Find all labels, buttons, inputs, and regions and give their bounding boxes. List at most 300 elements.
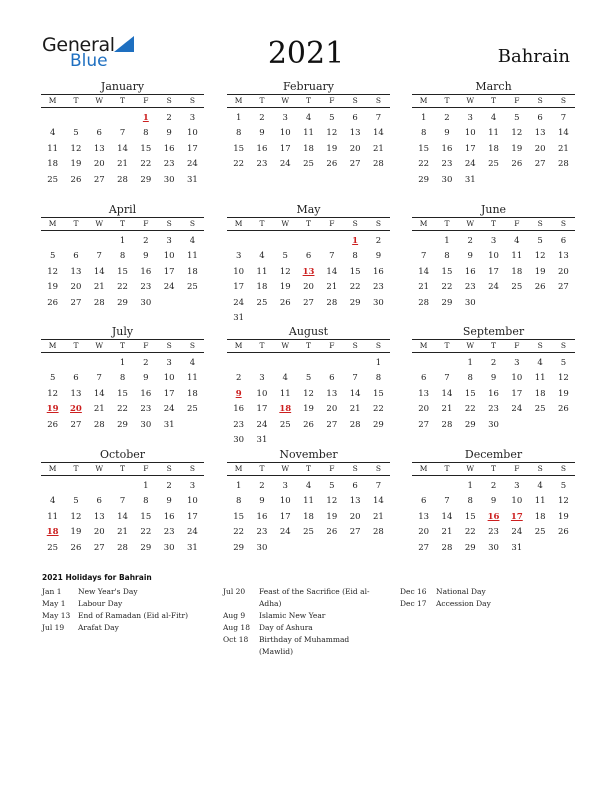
day-cell: 29 xyxy=(117,419,128,430)
month-grid xyxy=(227,462,390,556)
weekday-header: M xyxy=(227,218,250,231)
day-cell: 28 xyxy=(93,297,105,308)
day-cell: 15 xyxy=(233,511,245,522)
day-cell: 3 xyxy=(235,251,242,261)
day-cell: 3 xyxy=(189,112,196,123)
empty-day xyxy=(435,479,458,495)
day-cell: 7 xyxy=(444,496,450,506)
weekday-header: M xyxy=(227,463,250,476)
day-cell: 27 xyxy=(418,542,430,553)
weekday-header: W xyxy=(274,95,297,108)
weekday-header: F xyxy=(134,218,157,231)
weekday-header: S xyxy=(343,95,366,108)
day-cell: 23 xyxy=(140,282,152,292)
day-cell: 24 xyxy=(464,159,476,169)
day-cell: 1 xyxy=(119,235,126,246)
weekday-header: S xyxy=(528,218,551,231)
weekday-header: T xyxy=(297,218,320,231)
weekday-header: S xyxy=(157,340,180,353)
month-name: January xyxy=(100,80,145,93)
empty-day xyxy=(64,479,87,495)
holiday-date: Dec 16 xyxy=(400,587,427,596)
day-cell: 10 xyxy=(464,128,476,138)
day-cell: 18 xyxy=(534,388,546,399)
weekday-header: T xyxy=(482,95,505,108)
holiday-day: 18 xyxy=(279,404,292,414)
day-cell: 12 xyxy=(47,266,59,277)
day-cell: 10 xyxy=(233,266,245,277)
month-grid xyxy=(412,462,575,556)
day-cell: 26 xyxy=(47,419,59,430)
day-cell: 8 xyxy=(375,373,382,383)
empty-day xyxy=(412,234,435,250)
weekday-header: F xyxy=(505,218,528,231)
day-cell: 24 xyxy=(187,159,198,169)
day-cell: 13 xyxy=(418,388,430,399)
holiday-item xyxy=(42,586,212,598)
day-cell: 31 xyxy=(511,542,523,553)
holiday-day: 1 xyxy=(142,112,149,123)
holiday-day: 13 xyxy=(302,266,315,277)
holiday-day: 19 xyxy=(46,404,59,414)
day-cell: 18 xyxy=(47,159,59,169)
empty-day xyxy=(41,111,64,127)
weekday-header: T xyxy=(297,340,320,353)
day-cell: 17 xyxy=(233,282,245,292)
day-cell: 25 xyxy=(303,159,314,169)
day-cell: 9 xyxy=(259,496,265,506)
day-cell: 15 xyxy=(233,143,245,154)
day-cell: 31 xyxy=(163,419,175,430)
day-cell: 7 xyxy=(96,373,102,383)
holiday-name: Islamic New Year xyxy=(259,611,326,620)
weekday-header: S xyxy=(343,340,366,353)
day-cell: 21 xyxy=(558,143,569,154)
holiday-column xyxy=(223,586,383,658)
day-cell: 5 xyxy=(305,373,312,383)
day-cell: 12 xyxy=(558,496,569,506)
day-cell: 10 xyxy=(488,251,499,261)
month-grid xyxy=(227,94,390,173)
day-cell: 7 xyxy=(329,251,335,261)
day-cell: 2 xyxy=(490,357,497,368)
day-cell: 7 xyxy=(119,128,126,138)
day-cell: 22 xyxy=(418,159,430,169)
holiday-item xyxy=(223,610,383,622)
day-cell: 1 xyxy=(444,235,450,246)
day-cell: 5 xyxy=(537,235,543,246)
day-cell: 7 xyxy=(119,496,126,506)
month-grid xyxy=(227,339,390,449)
day-cell: 9 xyxy=(259,128,265,138)
weekday-header: W xyxy=(88,218,111,231)
holiday-day: 20 xyxy=(70,404,82,414)
day-cell: 22 xyxy=(464,404,476,414)
weekday-header: W xyxy=(88,95,111,108)
day-cell: 11 xyxy=(47,511,59,522)
weekday-header: T xyxy=(297,95,320,108)
weekday-header: T xyxy=(64,463,87,476)
month-february xyxy=(227,79,390,173)
weekday-header: T xyxy=(111,463,134,476)
weekday-header: T xyxy=(435,218,458,231)
day-cell: 10 xyxy=(511,373,523,383)
day-cell: 28 xyxy=(349,419,361,430)
holiday-name: Labour Day xyxy=(78,599,123,608)
day-cell: 11 xyxy=(279,388,291,399)
weekday-header: T xyxy=(250,95,273,108)
day-cell: 26 xyxy=(326,527,338,537)
day-cell: 26 xyxy=(558,527,569,537)
weekday-header: M xyxy=(41,218,64,231)
empty-day xyxy=(64,356,87,372)
day-cell: 25 xyxy=(303,527,314,537)
day-cell: 7 xyxy=(352,373,358,383)
day-cell: 22 xyxy=(464,527,476,537)
month-january xyxy=(41,79,204,188)
weekday-header: S xyxy=(157,95,180,108)
empty-day xyxy=(320,356,343,372)
day-cell: 30 xyxy=(464,297,476,308)
day-cell: 26 xyxy=(47,297,59,308)
day-cell: 14 xyxy=(326,266,338,277)
day-cell: 4 xyxy=(305,480,312,491)
day-cell: 6 xyxy=(420,373,427,383)
empty-day xyxy=(227,356,250,372)
weekday-header: F xyxy=(505,95,528,108)
day-cell: 8 xyxy=(235,128,242,138)
weekday-header: F xyxy=(134,463,157,476)
day-cell: 18 xyxy=(488,143,499,154)
holiday-name: National Day xyxy=(436,587,486,596)
day-cell: 8 xyxy=(420,128,427,138)
day-cell: 9 xyxy=(490,496,497,506)
day-cell: 29 xyxy=(140,174,152,185)
month-april xyxy=(41,202,204,311)
day-cell: 12 xyxy=(326,128,338,138)
day-cell: 9 xyxy=(490,373,497,383)
day-cell: 22 xyxy=(117,404,128,414)
day-cell: 6 xyxy=(329,373,335,383)
weekday-header: T xyxy=(111,218,134,231)
weekday-header: T xyxy=(64,218,87,231)
holiday-column xyxy=(400,586,570,610)
day-cell: 14 xyxy=(349,388,361,399)
holiday-item xyxy=(223,622,383,634)
day-cell: 11 xyxy=(488,128,499,138)
day-cell: 28 xyxy=(326,297,338,308)
day-cell: 25 xyxy=(511,282,523,292)
day-cell: 11 xyxy=(187,373,198,383)
day-cell: 8 xyxy=(444,251,450,261)
day-cell: 25 xyxy=(488,159,499,169)
weekday-header: T xyxy=(435,95,458,108)
day-cell: 3 xyxy=(514,480,520,491)
day-cell: 2 xyxy=(467,235,473,246)
day-cell: 10 xyxy=(187,128,198,138)
day-cell: 30 xyxy=(233,435,245,445)
day-cell: 14 xyxy=(93,388,105,399)
day-cell: 22 xyxy=(441,282,453,292)
day-cell: 3 xyxy=(514,357,520,368)
weekday-header: F xyxy=(320,463,343,476)
day-cell: 10 xyxy=(163,373,175,383)
day-cell: 25 xyxy=(187,282,198,292)
day-cell: 29 xyxy=(464,542,476,553)
day-cell: 14 xyxy=(93,266,105,277)
calendar-year: 2021 xyxy=(267,36,345,71)
day-cell: 10 xyxy=(256,388,268,399)
empty-day xyxy=(41,234,64,250)
day-cell: 24 xyxy=(163,282,175,292)
day-cell: 9 xyxy=(166,128,172,138)
day-cell: 16 xyxy=(464,266,476,277)
weekday-header: S xyxy=(367,463,390,476)
day-cell: 4 xyxy=(259,251,265,261)
day-cell: 31 xyxy=(187,542,198,553)
day-cell: 4 xyxy=(49,128,56,138)
empty-day xyxy=(88,111,111,127)
day-cell: 23 xyxy=(256,159,268,169)
day-cell: 5 xyxy=(73,496,79,506)
day-cell: 3 xyxy=(490,235,497,246)
day-cell: 6 xyxy=(537,112,543,123)
day-cell: 16 xyxy=(163,511,175,522)
day-cell: 24 xyxy=(511,527,523,537)
holiday-date: May 13 xyxy=(42,611,71,620)
day-cell: 20 xyxy=(70,282,82,292)
weekday-header: S xyxy=(343,463,366,476)
day-cell: 28 xyxy=(373,159,384,169)
day-cell: 23 xyxy=(464,282,476,292)
day-cell: 16 xyxy=(373,266,384,277)
day-cell: 24 xyxy=(279,159,291,169)
day-cell: 27 xyxy=(70,297,82,308)
weekday-header: M xyxy=(412,218,435,231)
day-cell: 2 xyxy=(444,112,450,123)
day-cell: 3 xyxy=(259,373,265,383)
month-name: December xyxy=(464,448,523,461)
day-cell: 25 xyxy=(279,419,291,430)
month-october xyxy=(41,447,204,556)
day-cell: 9 xyxy=(166,496,172,506)
day-cell: 19 xyxy=(326,511,338,522)
empty-day xyxy=(88,479,111,495)
weekday-header: T xyxy=(250,463,273,476)
weekday-header: S xyxy=(157,218,180,231)
day-cell: 14 xyxy=(558,128,569,138)
weekday-header: S xyxy=(367,95,390,108)
holiday-name: Accession Day xyxy=(436,599,491,608)
empty-day xyxy=(297,234,320,250)
day-cell: 2 xyxy=(143,235,149,246)
day-cell: 20 xyxy=(534,143,546,154)
day-cell: 13 xyxy=(534,128,546,138)
day-cell: 25 xyxy=(534,404,546,414)
day-cell: 5 xyxy=(560,357,567,368)
month-may xyxy=(227,202,390,327)
day-cell: 27 xyxy=(349,159,361,169)
day-cell: 30 xyxy=(140,419,152,430)
holiday-item xyxy=(42,610,212,622)
day-cell: 12 xyxy=(558,373,569,383)
holiday-day: 9 xyxy=(235,388,242,399)
day-cell: 29 xyxy=(418,174,430,185)
weekday-header: M xyxy=(41,340,64,353)
day-cell: 7 xyxy=(560,112,567,123)
holiday-date: Aug 18 xyxy=(223,623,250,632)
day-cell: 17 xyxy=(279,511,291,522)
empty-day xyxy=(412,479,435,495)
day-cell: 16 xyxy=(256,143,268,154)
empty-day xyxy=(88,356,111,372)
empty-day xyxy=(88,234,111,250)
empty-day xyxy=(41,356,64,372)
day-cell: 22 xyxy=(117,282,128,292)
day-cell: 5 xyxy=(49,251,56,261)
weekday-header: W xyxy=(274,218,297,231)
day-cell: 19 xyxy=(70,159,82,169)
day-cell: 6 xyxy=(73,251,79,261)
weekday-header: T xyxy=(482,463,505,476)
day-cell: 15 xyxy=(140,511,152,522)
weekday-header: T xyxy=(250,218,273,231)
weekday-header: T xyxy=(64,340,87,353)
day-cell: 30 xyxy=(140,297,152,308)
day-cell: 2 xyxy=(235,373,242,383)
day-cell: 21 xyxy=(349,404,361,414)
weekday-header: W xyxy=(274,340,297,353)
weekday-header: S xyxy=(552,218,575,231)
day-cell: 8 xyxy=(467,373,473,383)
day-cell: 12 xyxy=(47,388,59,399)
empty-day xyxy=(274,234,297,250)
day-cell: 9 xyxy=(375,251,382,261)
day-cell: 24 xyxy=(279,527,291,537)
day-cell: 30 xyxy=(488,542,499,553)
day-cell: 1 xyxy=(235,480,242,491)
weekday-header: S xyxy=(528,95,551,108)
day-cell: 4 xyxy=(282,373,288,383)
day-cell: 18 xyxy=(534,511,546,522)
weekday-header: F xyxy=(134,95,157,108)
month-grid xyxy=(41,339,204,433)
day-cell: 24 xyxy=(488,282,499,292)
day-cell: 16 xyxy=(163,143,175,154)
day-cell: 28 xyxy=(441,542,453,553)
weekday-header: S xyxy=(181,95,204,108)
empty-day xyxy=(412,356,435,372)
month-name: June xyxy=(480,203,507,216)
day-cell: 20 xyxy=(326,404,338,414)
weekday-header: M xyxy=(412,95,435,108)
day-cell: 7 xyxy=(420,251,427,261)
holiday-day: 17 xyxy=(510,511,523,522)
day-cell: 4 xyxy=(490,112,497,123)
day-cell: 16 xyxy=(233,404,245,414)
day-cell: 23 xyxy=(488,404,499,414)
day-cell: 5 xyxy=(282,251,288,261)
day-cell: 14 xyxy=(373,496,384,506)
month-grid xyxy=(412,217,575,311)
day-cell: 27 xyxy=(93,174,105,185)
logo-general-text: General xyxy=(42,34,115,56)
empty-day xyxy=(111,111,134,127)
day-cell: 15 xyxy=(117,266,128,277)
day-cell: 15 xyxy=(464,511,476,522)
day-cell: 23 xyxy=(488,527,499,537)
day-cell: 29 xyxy=(441,297,453,308)
day-cell: 8 xyxy=(143,496,149,506)
day-cell: 20 xyxy=(93,159,105,169)
day-cell: 14 xyxy=(441,511,453,522)
day-cell: 21 xyxy=(441,527,453,537)
day-cell: 13 xyxy=(349,496,361,506)
day-cell: 28 xyxy=(93,419,105,430)
day-cell: 23 xyxy=(373,282,384,292)
day-cell: 29 xyxy=(233,542,245,553)
weekday-header: S xyxy=(528,463,551,476)
day-cell: 13 xyxy=(70,388,82,399)
day-cell: 13 xyxy=(558,251,569,261)
day-cell: 19 xyxy=(326,143,338,154)
day-cell: 16 xyxy=(140,388,152,399)
day-cell: 22 xyxy=(373,404,384,414)
day-cell: 2 xyxy=(143,357,149,368)
day-cell: 25 xyxy=(256,297,268,308)
day-cell: 17 xyxy=(279,143,291,154)
weekday-header: T xyxy=(297,463,320,476)
weekday-header: F xyxy=(505,340,528,353)
day-cell: 28 xyxy=(418,297,430,308)
empty-day xyxy=(227,234,250,250)
day-cell: 31 xyxy=(256,435,268,445)
day-cell: 24 xyxy=(233,297,245,308)
holidays-section xyxy=(42,573,582,656)
day-cell: 5 xyxy=(514,112,520,123)
weekday-header: S xyxy=(552,340,575,353)
empty-day xyxy=(64,111,87,127)
day-cell: 2 xyxy=(166,480,172,491)
day-cell: 6 xyxy=(352,480,358,491)
day-cell: 15 xyxy=(117,388,128,399)
day-cell: 3 xyxy=(189,480,196,491)
empty-day xyxy=(435,356,458,372)
day-cell: 11 xyxy=(534,496,546,506)
day-cell: 27 xyxy=(534,159,546,169)
day-cell: 31 xyxy=(187,174,198,185)
day-cell: 22 xyxy=(233,159,245,169)
weekday-header: S xyxy=(367,340,390,353)
weekday-header: M xyxy=(227,340,250,353)
empty-day xyxy=(343,356,366,372)
empty-day xyxy=(111,479,134,495)
day-cell: 26 xyxy=(70,174,82,185)
day-cell: 17 xyxy=(187,511,198,522)
month-august xyxy=(227,324,390,449)
day-cell: 26 xyxy=(558,404,569,414)
day-cell: 17 xyxy=(511,388,523,399)
holiday-name: New Year's Day xyxy=(78,587,138,596)
day-cell: 6 xyxy=(420,496,427,506)
month-name: November xyxy=(279,448,338,461)
day-cell: 19 xyxy=(511,143,523,154)
empty-day xyxy=(41,479,64,495)
holiday-name: Birthday of Muhammad (Mawlid) xyxy=(259,635,350,656)
day-cell: 11 xyxy=(47,143,59,154)
holiday-date: Jan 1 xyxy=(42,587,62,596)
day-cell: 20 xyxy=(93,527,105,537)
